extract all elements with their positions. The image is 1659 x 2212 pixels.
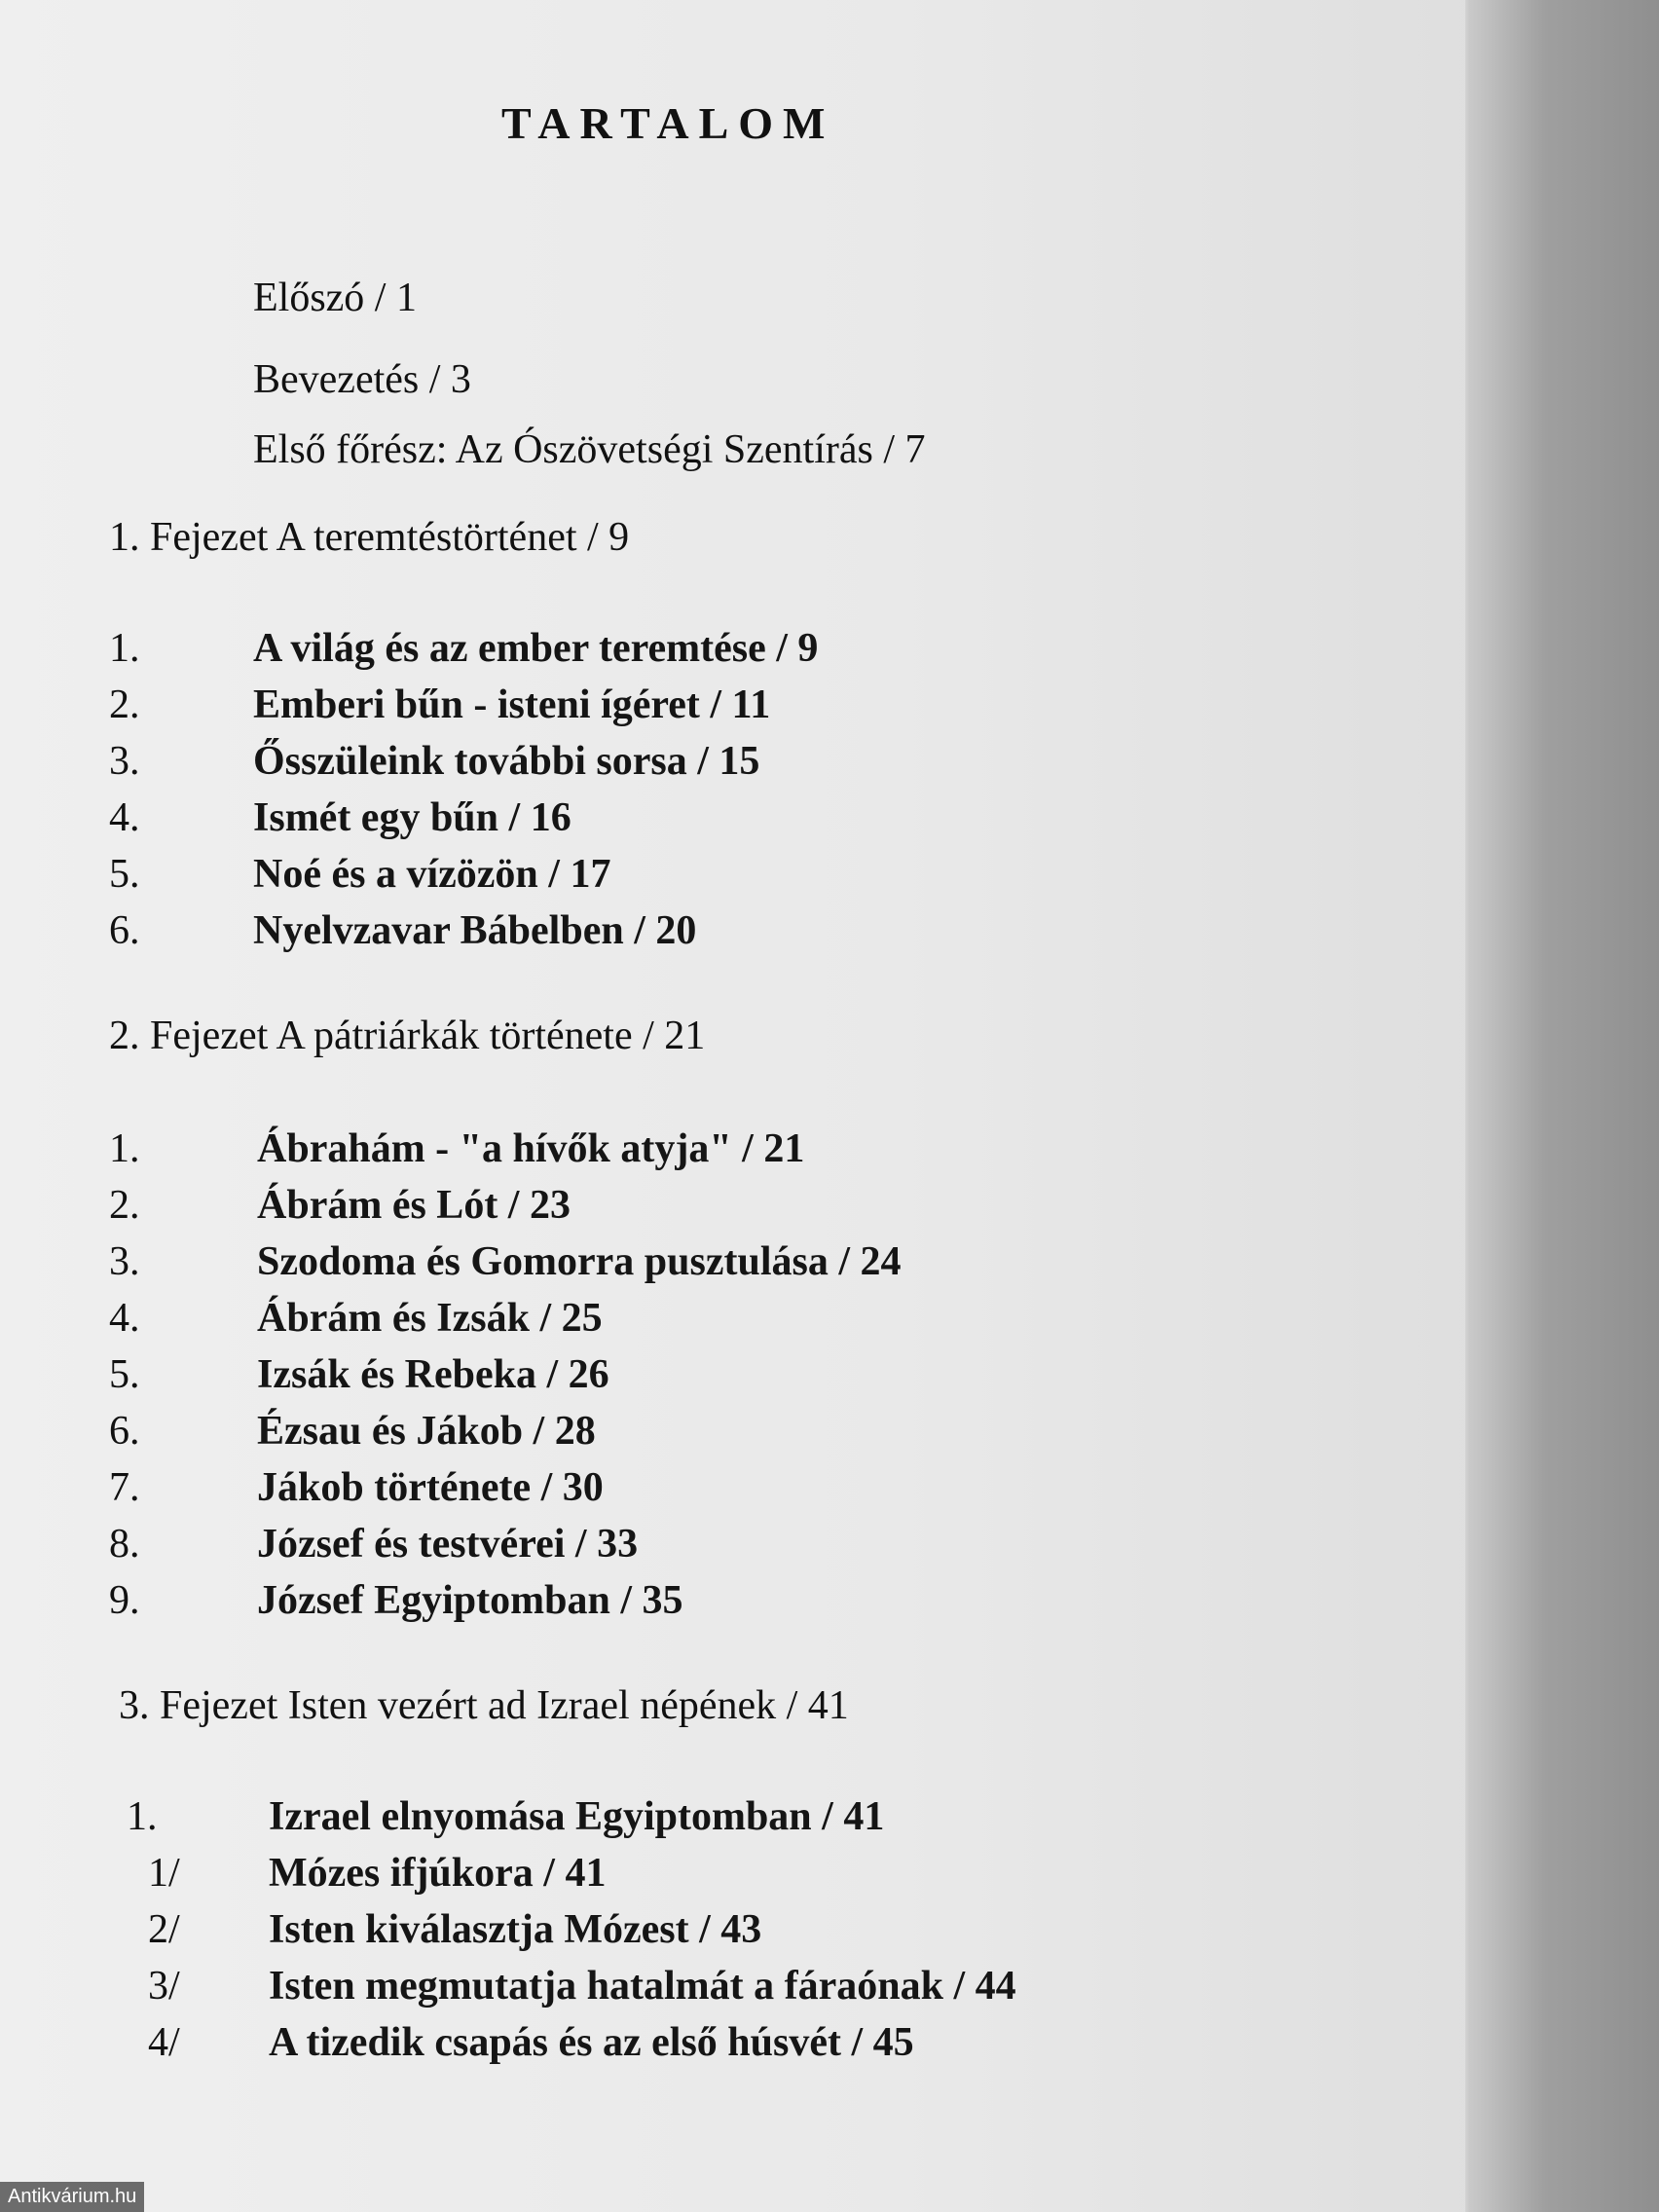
entry-title: Isten kiválasztja Mózest / 43 xyxy=(269,1907,762,1952)
entry-title: Isten megmutatja hatalmát a fáraónak / 44 xyxy=(269,1964,1016,2009)
entry-number: 6. xyxy=(109,1409,140,1454)
entry-number: 2. xyxy=(109,682,140,727)
entry-number: 9. xyxy=(109,1578,140,1623)
front-matter-preface: Előszó / 1 xyxy=(253,276,417,320)
entry-title: József Egyiptomban / 35 xyxy=(257,1578,683,1623)
entry-number: 4. xyxy=(109,1296,140,1341)
entry-number: 7. xyxy=(109,1465,140,1510)
entry-number: 4/ xyxy=(148,2020,180,2065)
entry-title: Ábrahám - "a hívők atyja" / 21 xyxy=(257,1126,805,1171)
entry-number: 1. xyxy=(109,626,140,671)
entry-title: A világ és az ember teremtése / 9 xyxy=(253,626,819,671)
entry-number: 2. xyxy=(109,1183,140,1228)
chapter-2-heading: 2. Fejezet A pátriárkák története / 21 xyxy=(109,1014,706,1058)
entry-title: Nyelvzavar Bábelben / 20 xyxy=(253,908,697,953)
entry-title: Noé és a vízözön / 17 xyxy=(253,852,611,897)
front-matter-part-one: Első főrész: Az Ószövetségi Szentírás / 7 xyxy=(253,427,926,472)
entry-title: Ősszüleink további sorsa / 15 xyxy=(253,739,760,784)
watermark-label: Antikvárium.hu xyxy=(0,2182,144,2212)
entry-title: Izrael elnyomása Egyiptomban / 41 xyxy=(269,1794,885,1839)
entry-number: 8. xyxy=(109,1522,140,1567)
entry-number: 6. xyxy=(109,908,140,953)
entry-number: 1/ xyxy=(148,1851,180,1896)
entry-number: 1. xyxy=(127,1794,158,1839)
entry-number: 3/ xyxy=(148,1964,180,2009)
chapter-3-heading: 3. Fejezet Isten vezért ad Izrael népének / 41 xyxy=(119,1683,849,1728)
entry-number: 3. xyxy=(109,1239,140,1284)
entry-number: 5. xyxy=(109,852,140,897)
entry-title: A tizedik csapás és az első húsvét / 45 xyxy=(269,2020,914,2065)
entry-number: 4. xyxy=(109,795,140,840)
entry-title: József és testvérei / 33 xyxy=(257,1522,639,1567)
entry-title: Ézsau és Jákob / 28 xyxy=(257,1409,596,1454)
entry-title: Izsák és Rebeka / 26 xyxy=(257,1352,609,1397)
front-matter-introduction: Bevezetés / 3 xyxy=(253,357,471,402)
entry-title: Ismét egy bűn / 16 xyxy=(253,795,571,840)
entry-number: 1. xyxy=(109,1126,140,1171)
entry-title: Mózes ifjúkora / 41 xyxy=(269,1851,607,1896)
book-spine xyxy=(1470,0,1659,2212)
entry-title: Szodoma és Gomorra pusztulása / 24 xyxy=(257,1239,902,1284)
entry-number: 2/ xyxy=(148,1907,180,1952)
entry-number: 3. xyxy=(109,739,140,784)
entry-title: Ábrám és Lót / 23 xyxy=(257,1183,571,1228)
page-title: TARTALOM xyxy=(501,98,835,148)
entry-title: Emberi bűn - isteni ígéret / 11 xyxy=(253,682,771,727)
entry-title: Jákob története / 30 xyxy=(257,1465,604,1510)
entry-title: Ábrám és Izsák / 25 xyxy=(257,1296,603,1341)
chapter-1-heading: 1. Fejezet A teremtéstörténet / 9 xyxy=(109,515,630,560)
entry-number: 5. xyxy=(109,1352,140,1397)
